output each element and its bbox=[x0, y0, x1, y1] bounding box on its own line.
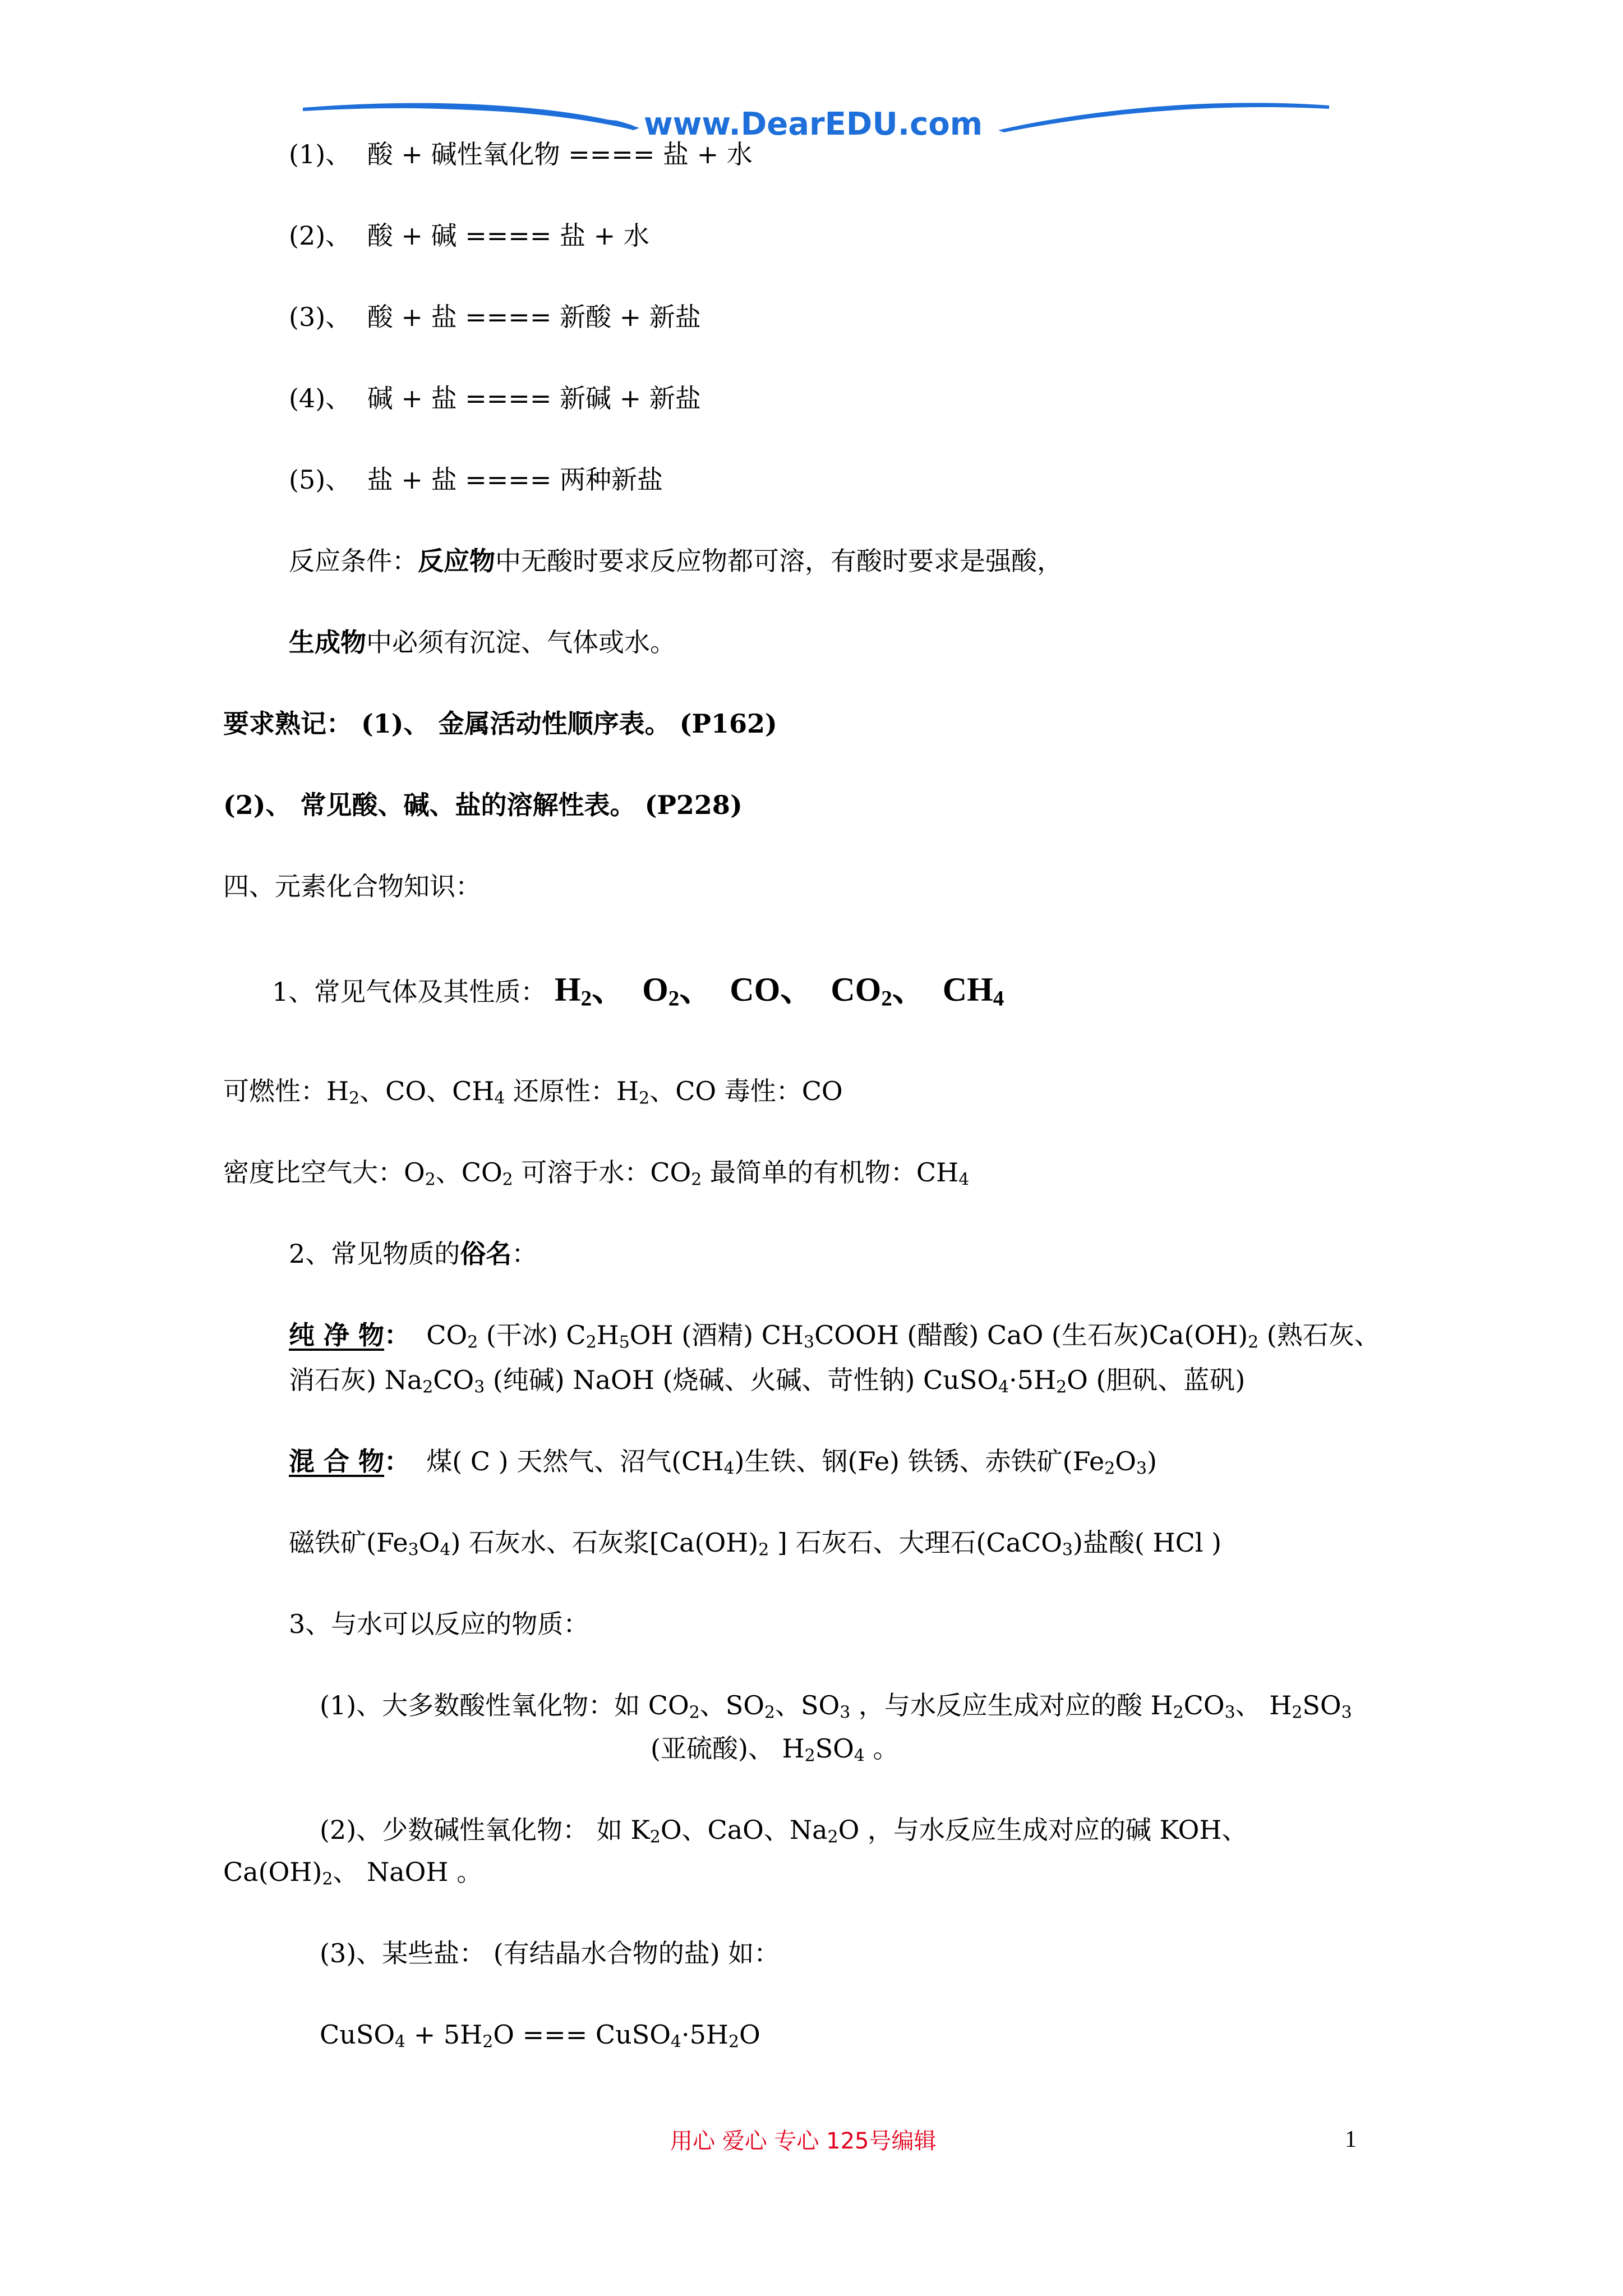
mixture-label: 混 合 物 bbox=[289, 1446, 385, 1476]
memorize-line-1: 要求熟记： (1)、 金属活动性顺序表。 (P162) bbox=[223, 708, 777, 739]
hydrate-equation: CuSO$_4$ + $5H_2O$ === $CuSO_4\cdot 5H_2O$ bbox=[320, 2019, 760, 2052]
memorize-line-2: (2)、 常见酸、碱、盐的溶解性表。 (P228) bbox=[223, 790, 743, 820]
common-names-title: 2、常见物质的俗名： bbox=[289, 1239, 538, 1269]
gases-line bbox=[272, 969, 1004, 1010]
header-banner bbox=[303, 95, 1329, 146]
water-salt-line: (3)、某些盐： (有结晶水合物的盐) 如： bbox=[320, 1938, 780, 1968]
pure-substances-line-1: 纯 净 物： $CO_2$ (干冰) $C_2H_5OH$ (酒精) $CH_3COOH$ (醋酸) CaO (生石灰)$Ca(OH)_2$ (熟石灰、 bbox=[289, 1320, 1380, 1352]
reaction-num: (3)、 bbox=[289, 302, 352, 332]
reactant-bold: 反应物 bbox=[418, 546, 495, 576]
header-swoosh-graphic bbox=[303, 95, 1329, 146]
page-number: 1 bbox=[1345, 2127, 1357, 2152]
properties-line-2: 密度比空气大：$O_2$、$CO_2$ 可溶于水：$CO_2$ 最简单的有机物：$CH_4$ bbox=[223, 1157, 970, 1190]
conditions-label: 反应条件： bbox=[289, 546, 418, 576]
footer-text: 用心 爱心 专心 125号编辑 bbox=[670, 2128, 937, 2154]
reaction-text: 酸 + 碱性氧化物 ==== 盐 + 水 bbox=[367, 139, 753, 169]
water-basic-line-1: (2)、少数碱性氧化物： 如 $K_2O$、CaO、$Na_2O$ ，与水反应生成对应的碱 KOH、 bbox=[320, 1815, 1248, 1847]
reaction-num: (5)、 bbox=[289, 464, 352, 495]
mixtures-line-1: 混 合 物： 煤( C ) 天然气、沼气$(CH_4)$生铁、钢(Fe) 铁锈、赤铁矿$(Fe_2O_3)$ bbox=[289, 1446, 1157, 1479]
water-acidic-line-2: (亚硫酸)、 $H_2SO_4$ 。 bbox=[651, 1733, 899, 1766]
section-4-title: 四、元素化合物知识： bbox=[223, 871, 481, 901]
reaction-3 bbox=[289, 302, 701, 333]
pure-label: 纯 净 物 bbox=[289, 1320, 385, 1350]
reaction-1 bbox=[289, 139, 753, 170]
conditions-line-2 bbox=[289, 627, 676, 658]
reaction-text: 酸 + 盐 ==== 新酸 + 新盐 bbox=[367, 302, 701, 332]
product-bold: 生成物 bbox=[289, 627, 366, 657]
reaction-num: (2)、 bbox=[289, 220, 352, 251]
gases-label: 1、常见气体及其性质： bbox=[272, 977, 547, 1007]
reaction-4 bbox=[289, 383, 701, 414]
reaction-num: (1)、 bbox=[289, 139, 352, 169]
reaction-5 bbox=[289, 464, 663, 495]
reactant-text: 中无酸时要求反应物都可溶，有酸时要求是强酸， bbox=[495, 546, 1063, 576]
pure-substances-line-2: 消石灰) $Na_2CO_3$ (纯碱) NaOH (烧碱、火碱、苛性钠) $CuSO_4\cdot 5H_2O$ (胆矾、蓝矾) bbox=[289, 1365, 1246, 1397]
reaction-text: 盐 + 盐 ==== 两种新盐 bbox=[367, 464, 663, 495]
reaction-text: 碱 + 盐 ==== 新碱 + 新盐 bbox=[367, 383, 701, 413]
reaction-2 bbox=[289, 220, 649, 251]
conditions-line-1 bbox=[289, 546, 1063, 577]
reaction-num: (4)、 bbox=[289, 383, 352, 413]
header-logo-text: www.DearEDU.com bbox=[643, 106, 983, 142]
water-title: 3、与水可以反应的物质： bbox=[289, 1609, 589, 1639]
product-text: 中必须有沉淀、气体或水。 bbox=[366, 627, 676, 657]
water-acidic-line-1: (1)、大多数酸性氧化物：如 $CO_2$、$SO_2$、$SO_3$ ，与水反应生成对应的酸 $H_2CO_3$、 $H_2SO_3$ bbox=[320, 1690, 1352, 1723]
water-basic-line-2: $Ca(OH)_2$、 NaOH 。 bbox=[223, 1857, 483, 1889]
reaction-text: 酸 + 碱 ==== 盐 + 水 bbox=[367, 220, 649, 251]
gas-formulas: $H_2$、 $O_2$、 CO、 $CO_2$、 $CH_4$ bbox=[554, 971, 1004, 1011]
mixtures-line-2: 磁铁矿$(Fe_3O_4)$ 石灰水、石灰浆[$Ca(OH)_2$ ] 石灰石、大理石(CaCO$_3$)盐酸( HCl ) bbox=[289, 1527, 1222, 1560]
properties-line-1: 可燃性：$H_2$、CO、$CH_4$ 还原性：$H_2$、CO 毒性：CO bbox=[223, 1076, 843, 1108]
